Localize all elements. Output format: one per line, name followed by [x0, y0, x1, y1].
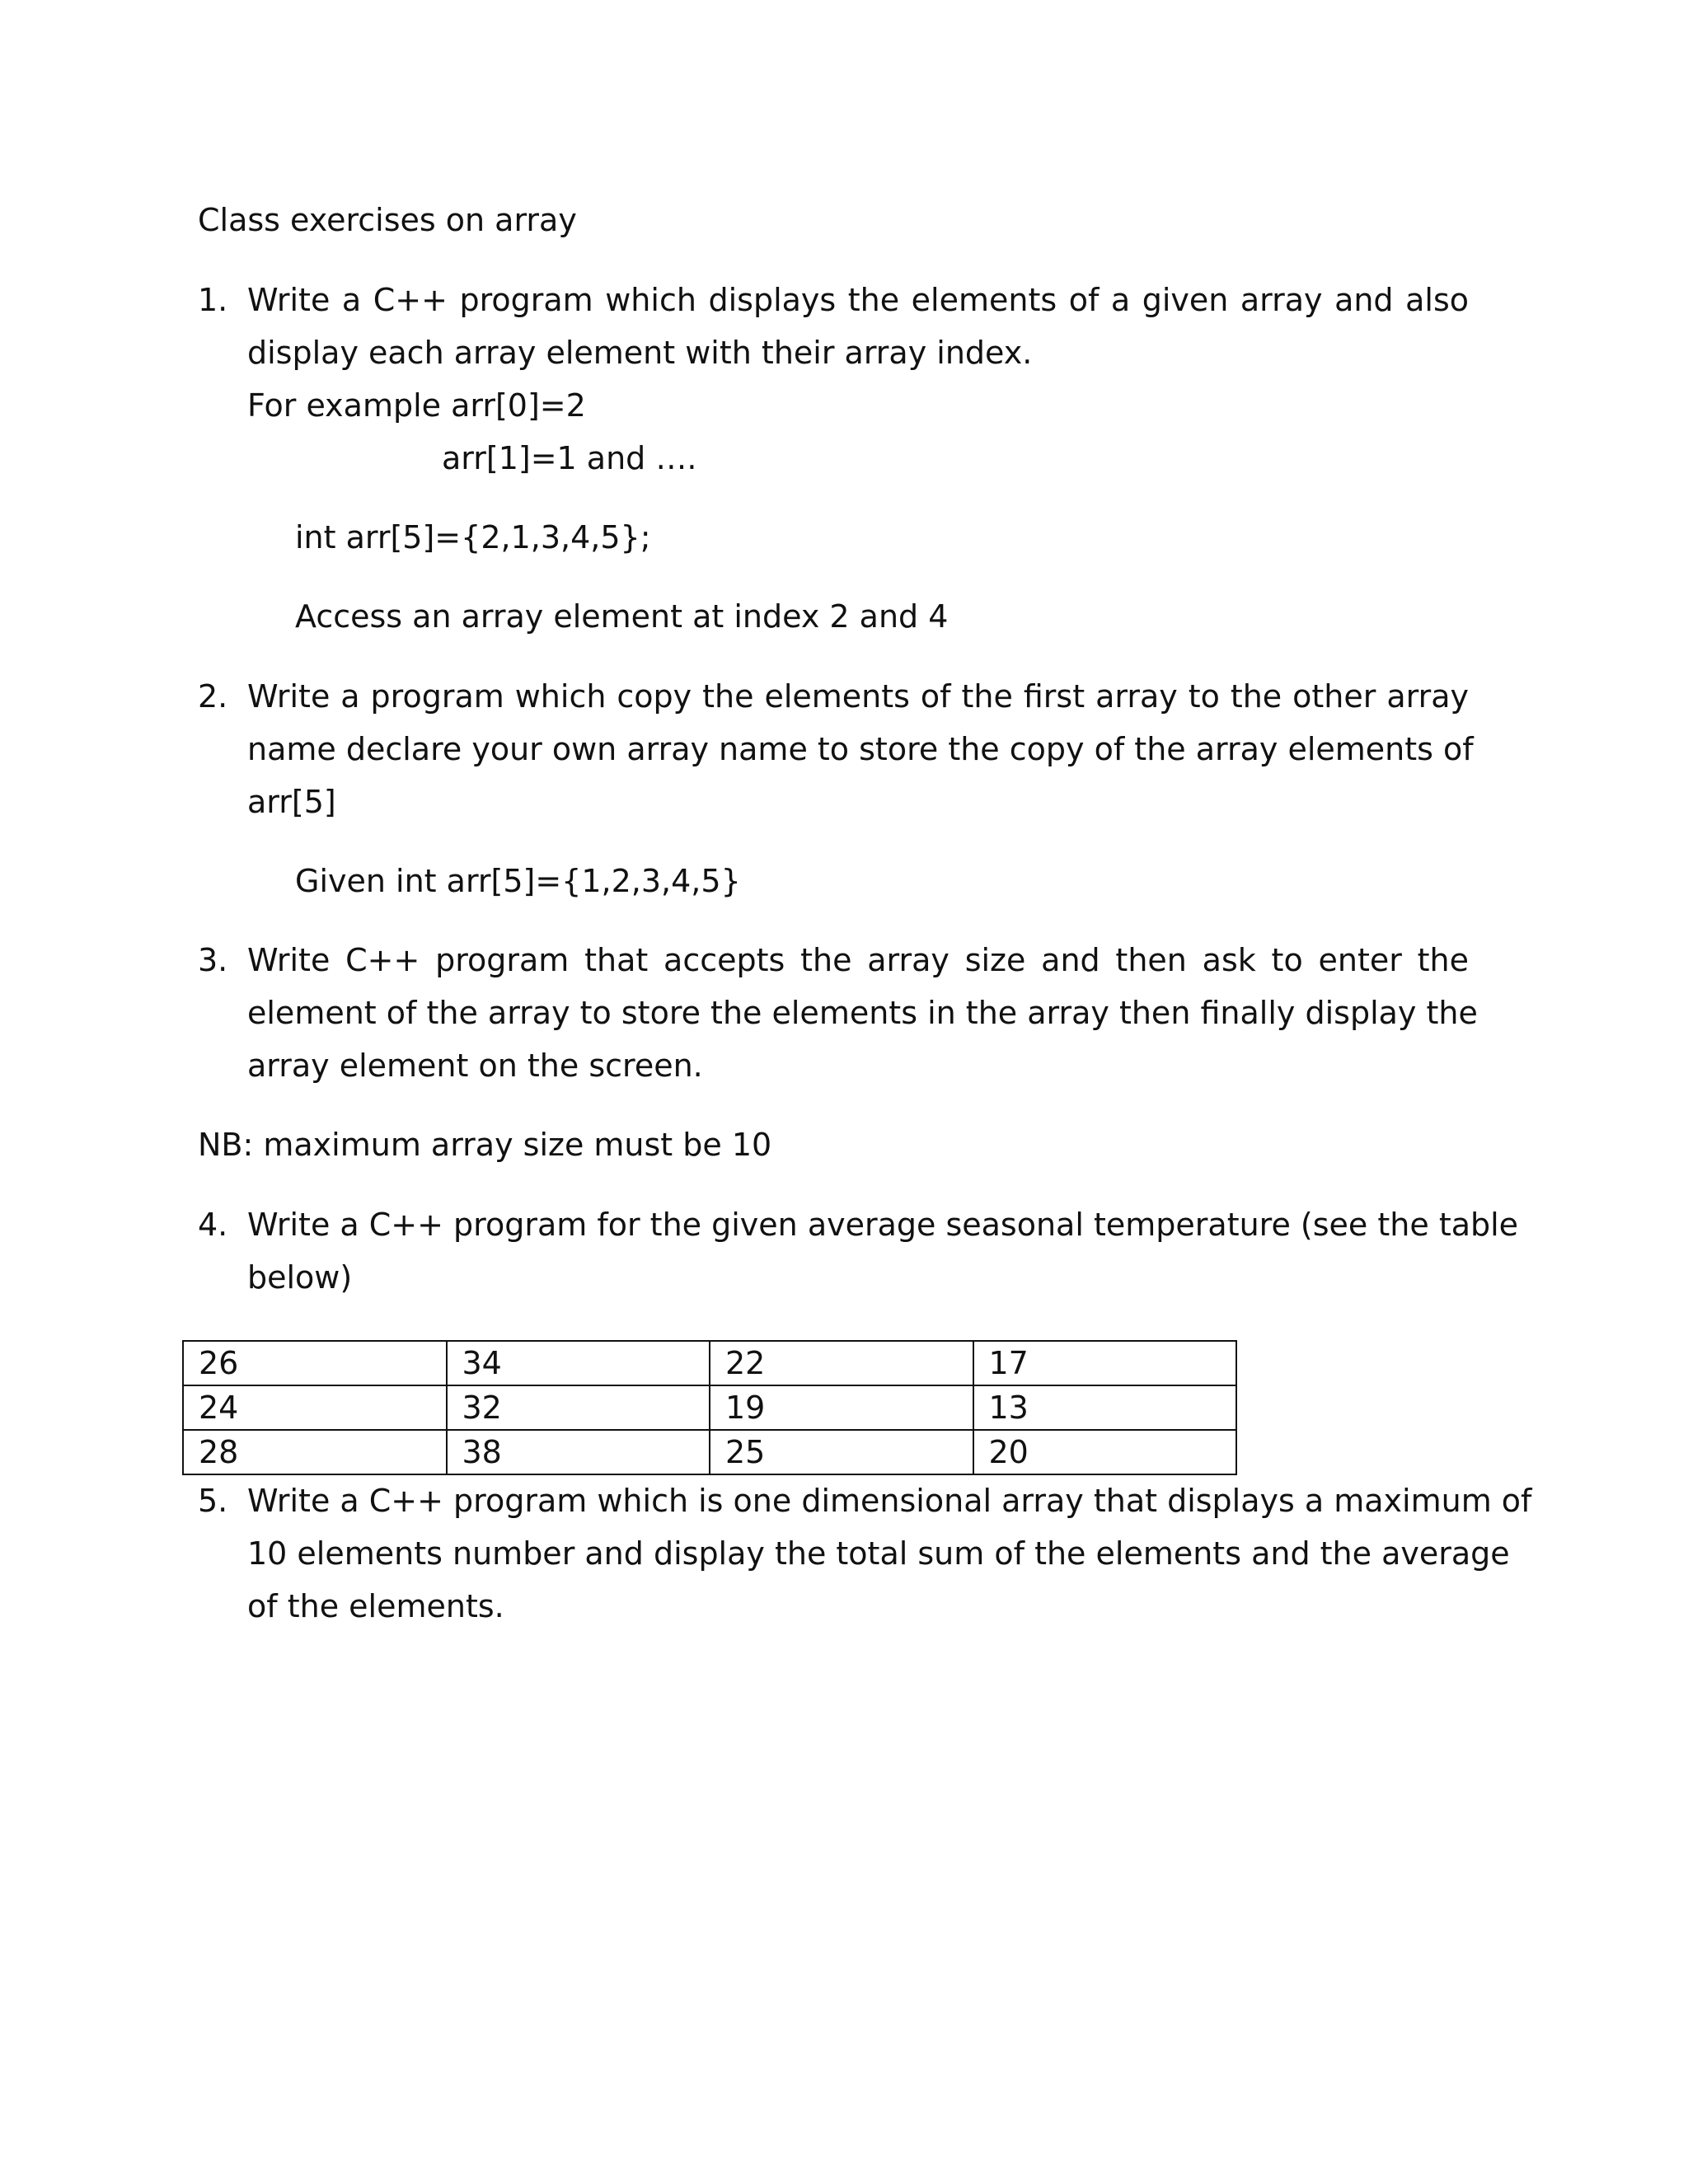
table-row [183, 1341, 1236, 1385]
table-cell: 34 [447, 1341, 710, 1385]
q3-line-2: element of the array to store the elements in the array then finally display the [247, 995, 1478, 1031]
q4-number: 4. [198, 1207, 228, 1243]
q3-line-3: array element on the screen. [247, 1047, 703, 1084]
table-cell: 19 [710, 1385, 973, 1430]
q3-number: 3. [198, 942, 228, 978]
q5-number: 5. [198, 1483, 228, 1519]
table-row [183, 1385, 1236, 1430]
q1-line-1: Write a C++ program which displays the elements of a given array and also [247, 282, 1469, 318]
table-cell: 38 [447, 1430, 710, 1474]
table-cell: 22 [710, 1341, 973, 1385]
q1-line-2: display each array element with their array index. [247, 335, 1033, 371]
q5-line-1: Write a C++ program which is one dimensional array that displays a maximum of [247, 1483, 1532, 1519]
q2-line-1: Write a program which copy the elements of the first array to the other array [247, 678, 1469, 715]
q5-line-2: 10 elements number and display the total sum of the elements and the average [247, 1535, 1510, 1572]
q4-line-1: Write a C++ program for the given average seasonal temperature (see the table [247, 1207, 1519, 1243]
document-title: Class exercises on array [198, 202, 577, 238]
nb-note: NB: maximum array size must be 10 [198, 1127, 772, 1163]
q2-given: Given int arr[5]={1,2,3,4,5} [295, 863, 741, 899]
table-cell: 26 [183, 1341, 447, 1385]
q1-example-line-2: arr[1]=1 and …. [442, 440, 697, 476]
q4-line-2: below) [247, 1259, 353, 1296]
temperature-table [182, 1340, 1237, 1475]
q5-line-3: of the elements. [247, 1588, 504, 1624]
q2-line-3: arr[5] [247, 784, 336, 820]
table-cell: 32 [447, 1385, 710, 1430]
q1-number: 1. [198, 282, 228, 318]
table-cell: 25 [710, 1430, 973, 1474]
q3-line-1: Write C++ program that accepts the array size and then ask to enter the [247, 942, 1469, 978]
table-cell: 20 [973, 1430, 1237, 1474]
q1-access: Access an array element at index 2 and 4 [295, 598, 949, 635]
q1-example-line-1: For example arr[0]=2 [247, 387, 586, 424]
q1-code: int arr[5]={2,1,3,4,5}; [295, 519, 651, 555]
q2-number: 2. [198, 678, 228, 715]
table-cell: 28 [183, 1430, 447, 1474]
q2-line-2: name declare your own array name to store the copy of the array elements of [247, 731, 1474, 767]
table-cell: 24 [183, 1385, 447, 1430]
table-cell: 17 [973, 1341, 1237, 1385]
table-row [183, 1430, 1236, 1474]
table-cell: 13 [973, 1385, 1237, 1430]
